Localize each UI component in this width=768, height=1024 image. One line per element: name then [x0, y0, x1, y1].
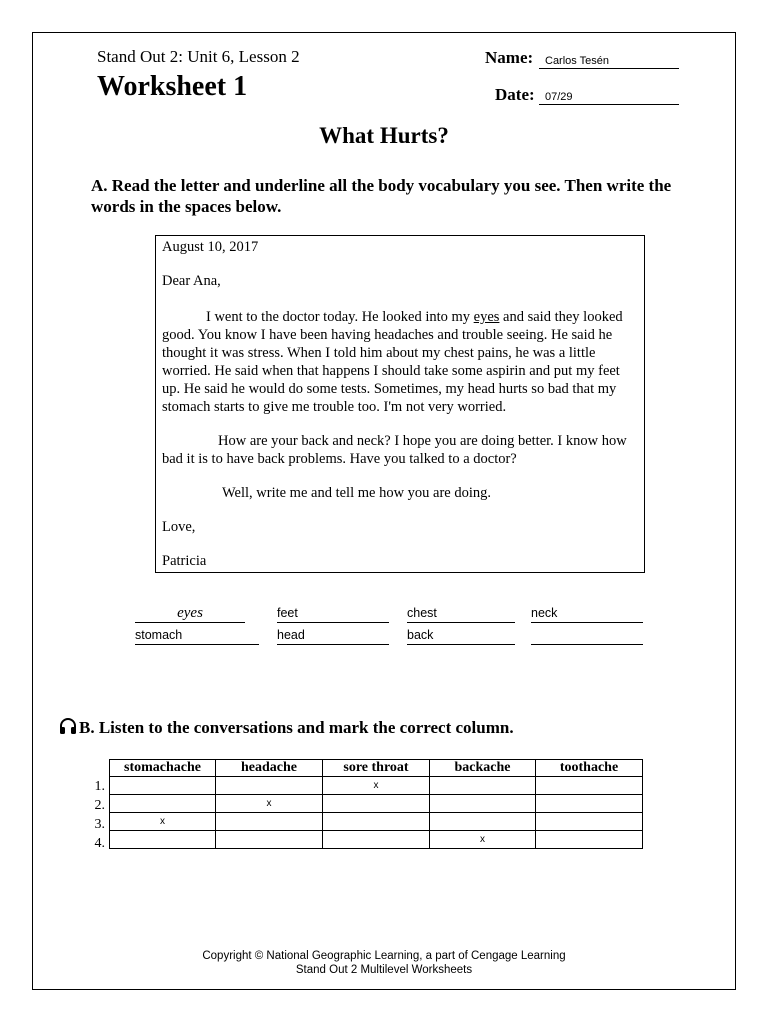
table-cell[interactable]: x	[216, 795, 323, 813]
answer-blank[interactable]: stomach	[135, 625, 259, 645]
name-field[interactable]: Carlos Tesén	[539, 49, 679, 69]
unit-lesson: Stand Out 2: Unit 6, Lesson 2	[97, 47, 300, 66]
table-cell[interactable]	[110, 795, 216, 813]
column-header: headache	[216, 760, 323, 777]
table-cell[interactable]	[323, 795, 430, 813]
table-cell[interactable]	[216, 777, 323, 795]
table-row	[110, 777, 643, 795]
letter-paragraph-1: I went to the doctor today. He looked into my eyes and said they looked good. You know I have been having headaches and trouble seeing. He said he thought it was stress. When I told him about my chest pains, he was a little worried. He said when that happens I should take some aspirin and put my feet up. He said he would do some tests. Sometimes, my head hurts so bad that my stomach starts to give me trouble too. I'm not very worried.	[162, 309, 623, 415]
table-cell[interactable]	[110, 831, 216, 849]
date-field[interactable]: 07/29	[539, 85, 679, 105]
table-cell[interactable]	[323, 831, 430, 849]
underlined-word: eyes	[473, 309, 500, 325]
book-title-line: Stand Out 2 Multilevel Worksheets	[295, 964, 473, 976]
date-label: Date:	[495, 85, 535, 104]
answer-blank[interactable]: neck	[531, 603, 643, 623]
table-cell[interactable]: x	[323, 777, 430, 795]
letter-date: August 10, 2017	[162, 239, 259, 255]
letter-signature: Patricia	[162, 553, 207, 569]
letter-closing: Love,	[162, 519, 196, 535]
column-header: toothache	[536, 760, 643, 777]
column-header: stomachache	[110, 760, 216, 777]
listening-table	[109, 759, 643, 849]
row-number: 4.	[94, 836, 105, 851]
headphones-icon	[59, 717, 77, 735]
table-cell[interactable]	[323, 813, 430, 831]
answer-blank[interactable]: head	[277, 625, 389, 645]
answer-blank[interactable]: eyes	[135, 603, 245, 623]
row-number: 1.	[94, 779, 105, 794]
row-number: 2.	[94, 798, 105, 813]
table-cell[interactable]	[536, 795, 643, 813]
page-title: What Hurts?	[319, 123, 449, 148]
letter-paragraph-2: How are your back and neck? I hope you are doing better. I know how bad it is to have back problems. Have you talked to a doctor?	[162, 433, 627, 467]
table-cell[interactable]	[430, 795, 536, 813]
copyright-line: Copyright © National Geographic Learning, a part of Cengage Learning	[202, 950, 566, 962]
answer-blank[interactable]: back	[407, 625, 515, 645]
copyright-footer	[33, 949, 735, 977]
letter-greeting: Dear Ana,	[162, 273, 221, 289]
name-label: Name:	[485, 48, 534, 67]
worksheet-page	[32, 32, 736, 990]
table-row	[110, 831, 643, 849]
table-header-row	[110, 760, 643, 777]
column-header: backache	[430, 760, 536, 777]
table-row	[110, 795, 643, 813]
column-header: sore throat	[323, 760, 430, 777]
table-cell[interactable]	[216, 813, 323, 831]
table-cell[interactable]	[216, 831, 323, 849]
answer-blank[interactable]: chest	[407, 603, 515, 623]
table-cell[interactable]	[536, 777, 643, 795]
table-cell[interactable]	[430, 777, 536, 795]
letter-paragraph-3: Well, write me and tell me how you are doing.	[222, 485, 492, 501]
answer-blank[interactable]	[531, 625, 643, 645]
table-cell[interactable]	[110, 777, 216, 795]
table-row	[110, 813, 643, 831]
section-b-instruction: B. Listen to the conversations and mark the correct column.	[59, 717, 514, 738]
worksheet-title: Worksheet 1	[97, 71, 248, 102]
table-cell[interactable]: x	[430, 831, 536, 849]
row-number: 3.	[94, 817, 105, 832]
table-cell[interactable]	[536, 813, 643, 831]
table-cell[interactable]: x	[110, 813, 216, 831]
letter-box	[155, 235, 645, 573]
answer-blank[interactable]: feet	[277, 603, 389, 623]
table-cell[interactable]	[430, 813, 536, 831]
table-cell[interactable]	[536, 831, 643, 849]
section-a-instruction: A. Read the letter and underline all the body vocabulary you see. Then write the words in the spaces below.	[91, 176, 672, 216]
